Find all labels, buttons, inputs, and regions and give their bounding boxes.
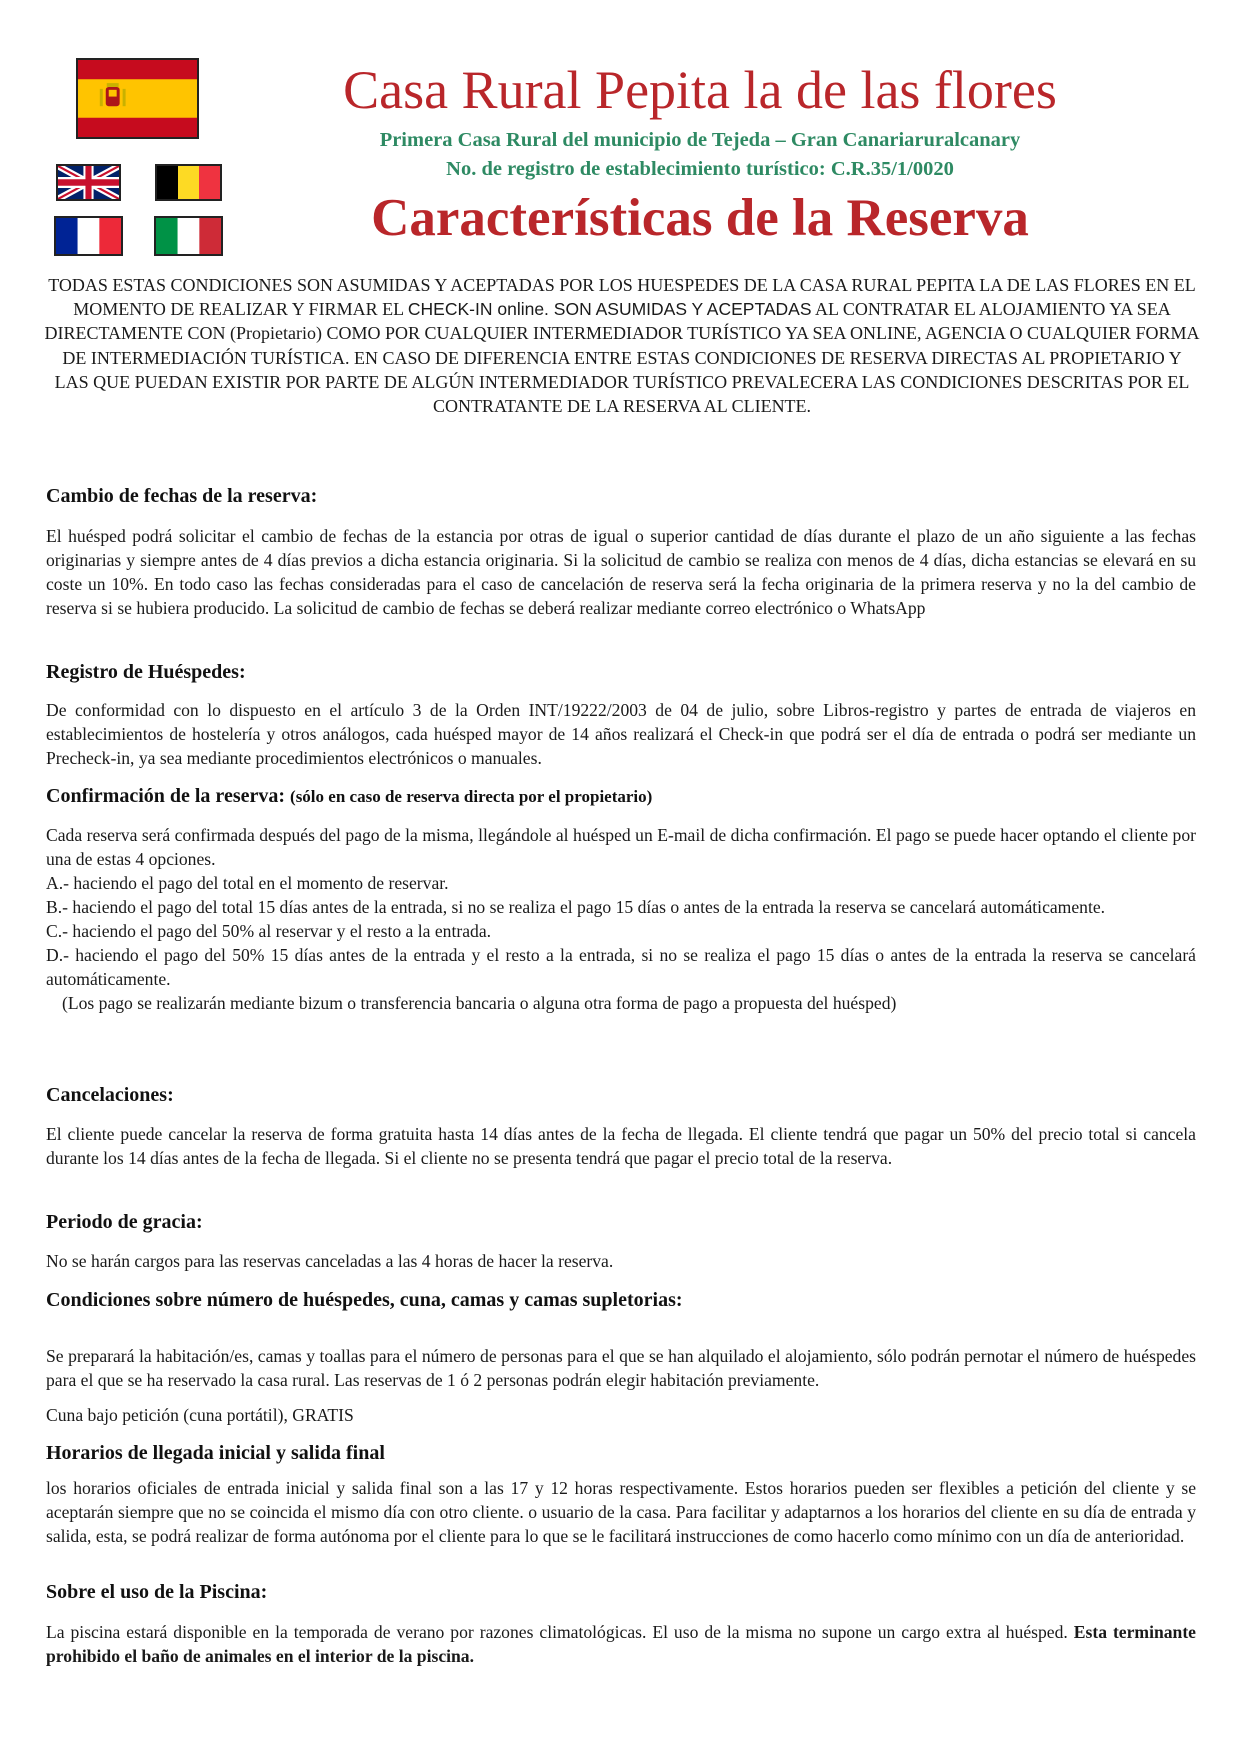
payment-option-a: A.- haciendo el pago del total en el momento de reservar.	[46, 873, 449, 893]
french-flag-icon[interactable]	[54, 216, 123, 256]
english-flag-icon[interactable]	[56, 164, 121, 201]
subtitle-municipality: Primera Casa Rural del municipio de Tejeda – Gran Canariaruralcanary	[379, 129, 1021, 151]
intro-part-3: AL CONTRATAR EL ALOJAMIENTO YA SEA DIRECTAMENTE CON (Propietario) COMO POR CUALQUIER INTERMEDIADOR TURÍSTICO YA SEA ONLINE, AGENCIA O CUALQUIER FORMA DE INTERMEDIACIÓN TURÍSTICA. EN CASO DE DIFERENCIA ENTRE ESTAS CONDICIONES DE RESERVA DIRECTAS AL PROPIETARIO Y LAS QUE PUEDAN EXISTIR POR PARTE DE ALGÚN INTERMEDIADOR TURÍSTICO PREVALECERA LAS CONDICIONES DESCRITAS POR EL CONTRATANTE DE LA RESERVA AL CLIENTE.	[44, 299, 1200, 417]
spanish-flag-icon[interactable]	[76, 58, 199, 139]
heading-confirmacion-note: (sólo en caso de reserva directa por el propietario)	[290, 787, 653, 806]
section-body-piscina	[46, 1620, 1196, 1668]
section-body-confirmacion	[46, 823, 1196, 1015]
section-body-registro: De conformidad con lo dispuesto en el artículo 3 de la Orden INT/19222/2003 de 04 de julio, sobre Libros-registro y partes de entrada de viajeros en establecimientos de hostelería y otros análogos, cada huésped mayor de 14 años realizará el Check-in que podrá ser el día de entrada o podrá ser mediante un Precheck-in, ya sea mediante procedimientos electrónicos o manuales.	[46, 700, 1196, 768]
section-body-cambio: El huésped podrá solicitar el cambio de fechas de la estancia por otras de igual o superior cantidad de días durante el plazo de un año siguiente a las fechas originarias y siempre antes de 4 días previos a dicha estancia originaria. Si la solicitud de cambio se realiza con menos de 4 días, dicha estancias se elevará en su coste un 10%. En todo caso las fechas consideradas para el caso de cancelación de reserva será la fecha originaria de la primera reserva y no la del cambio de reserva si se hubiera producido. La solicitud de cambio de fechas se deberá realizar mediante correo electrónico o WhatsApp	[46, 526, 1196, 618]
section-heading-gracia: Periodo de gracia:	[46, 1211, 203, 1233]
subtitle-registration-number: No. de registro de establecimiento turístico: C.R.35/1/0020	[446, 158, 954, 180]
payment-methods-note: (Los pago se realizarán mediante bizum o transferencia bancaria o alguna otra forma de pago a propuesta del huésped)	[62, 993, 897, 1013]
section-body-huespedes: Se preparará la habitación/es, camas y toallas para el número de personas para el que se han alquilado el alojamiento, sólo podrán pernotar el número de huéspedes para el que se ha reservado la casa rural. Las reservas de 1 ó 2 personas podrán elegir habitación previamente.	[46, 1346, 1196, 1390]
cuna-note: Cuna bajo petición (cuna portátil), GRATIS	[46, 1405, 354, 1425]
intro-conditions	[44, 273, 1200, 418]
section-heading-huespedes: Condiciones sobre número de huéspedes, cuna, camas y camas supletorias:	[46, 1289, 683, 1311]
section-heading-cancelaciones: Cancelaciones:	[46, 1084, 174, 1106]
belgian-flag-icon[interactable]	[155, 164, 222, 201]
payment-option-b: B.- haciendo el pago del total 15 días antes de la entrada, si no se realiza el pago 15 días o antes de la entrada la reserva se cancelará automáticamente.	[46, 897, 1106, 917]
section-heading-registro: Registro de Huéspedes:	[46, 661, 246, 683]
heading-confirmacion-text: Confirmación de la reserva:	[46, 785, 286, 807]
intro-part-2: CHECK-IN online. SON ASUMIDAS Y ACEPTADAS	[407, 299, 812, 320]
section-body-cancelaciones: El cliente puede cancelar la reserva de forma gratuita hasta 14 días antes de la fecha de llegada. El cliente tendrá que pagar un 50% del precio total si cancela durante los 14 días antes de la fecha de llegada. Si el cliente no se presenta tendrá que pagar el precio total de la reserva.	[46, 1124, 1196, 1168]
intro-part-1: TODAS ESTAS CONDICIONES SON ASUMIDAS Y ACEPTADAS POR LOS HUESPEDES DE LA CASA RURAL PEPITA LA DE LAS FLORES EN EL MOMENTO DE REALIZAR Y FIRMAR EL	[48, 275, 1196, 320]
confirmacion-intro: Cada reserva será confirmada después del pago de la misma, llegándole al huésped un E-mail de dicha confirmación. El pago se puede hacer optando el cliente por una de estas 4 opciones.	[46, 825, 1196, 869]
section-heading-cambio: Cambio de fechas de la reserva:	[46, 485, 318, 507]
site-title: Casa Rural Pepita la de las flores	[343, 60, 1057, 120]
section-heading-confirmacion	[46, 784, 1196, 808]
payment-option-d: D.- haciendo el pago del 50% 15 días antes de la entrada y el resto a la entrada, si no se realiza el pago 15 días o antes de la entrada la reserva se cancelará automáticamente.	[46, 945, 1196, 989]
section-body-gracia: No se harán cargos para las reservas canceladas a las 4 horas de hacer la reserva.	[46, 1251, 614, 1271]
piscina-text: La piscina estará disponible en la temporada de verano por razones climatológicas. El uso de la misma no supone un cargo extra al huésped.	[46, 1622, 1074, 1642]
page-title: Características de la Reserva	[371, 189, 1029, 247]
section-heading-piscina: Sobre el uso de la Piscina:	[46, 1581, 268, 1603]
payment-option-c: C.- haciendo el pago del 50% al reservar y el resto a la entrada.	[46, 921, 492, 941]
section-body-horarios: los horarios oficiales de entrada inicial y salida final son a las 17 y 12 horas respectivamente. Estos horarios pueden ser flexibles a petición del cliente y se aceptarán siempre que no se coincida el mismo día con otro cliente. o usuario de la casa. Para facilitar y adaptarnos a los horarios del cliente en su día de entrada y salida, esta, se podrá realizar de forma autónoma por el cliente para lo que se le facilitará instrucciones de como hacerlo como mínimo con un día de anterioridad.	[46, 1478, 1196, 1546]
section-heading-horarios: Horarios de llegada inicial y salida final	[46, 1442, 385, 1464]
italian-flag-icon[interactable]	[154, 216, 223, 256]
piscina-prohibition: Esta terminante prohibido el baño de animales en el interior de la piscina.	[46, 1622, 1196, 1666]
